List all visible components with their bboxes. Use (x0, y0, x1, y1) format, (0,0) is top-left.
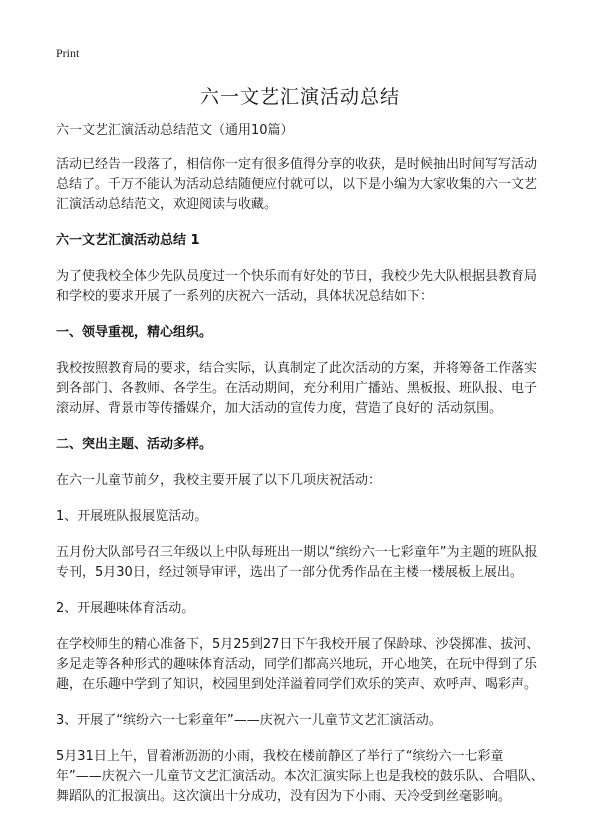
heading-leadership: 一、领导重视，精心组织。 (56, 325, 213, 340)
activity-item-2-detail: 在学校师生的精心准备下，5月25到27日下午我校开展了保龄球、沙袋掷准、拔河、多足走等各种形式的趣味体育活动，同学们都高兴地玩，开心地笑，在玩中得到了乐趣，在乐趣中学到了知识，校园里到处洋溢着同学们欢乐的笑声、欢呼声、喝彩声。 (56, 637, 540, 692)
document-subtitle: 六一文艺汇演活动总结范文（通用10篇） (56, 123, 294, 138)
activity-item-2: 2、开展趣味体育活动。 (56, 601, 195, 616)
intro-paragraph: 活动已经告一段落了，相信你一定有很多值得分享的收获，是时候抽出时间写写活动总结了。千万不能认为活动总结随便应付就可以，以下是小编为大家收集的六一文艺汇演活动总结范文，欢迎阅读与收藏。 (56, 157, 538, 212)
document-body (56, 121, 548, 823)
document-title: 六一文艺汇演活动总结 (199, 86, 400, 108)
section-intro-paragraph: 为了使我校全体少先队员度过一个快乐而有好处的节日，我校少先大队根据县教育局和学校的要求开展了一系列的庆祝六一活动，具体状况总结如下： (56, 269, 538, 304)
section-title: 六一文艺汇演活动总结 1 (56, 233, 200, 248)
heading-activities: 二、突出主题、活动多样。 (56, 437, 213, 452)
activity-item-1-detail: 五月份大队部号召三年级以上中队每班出一期以“缤纷六一七彩童年”为主题的班队报专刊，5月30日，经过领导审评，选出了一部分优秀作品在主楼一楼展板上展出。 (56, 545, 538, 580)
activity-item-3-detail: 5月31日上午，冒着淅沥沥的小雨，我校在楼前静区了举行了“缤纷六一七彩童年”——庆祝六一儿童节文艺汇演活动。本次汇演实际上也是我校的鼓乐队、合唱队、舞蹈队的汇报演出。这次演出十分成功，没有因为下小雨、天冷受到丝毫影响。 (56, 749, 544, 804)
activities-intro-paragraph: 在六一儿童节前夕，我校主要开展了以下几项庆祝活动： (56, 473, 382, 488)
activity-item-3: 3、开展了“缤纷六一七彩童年”——庆祝六一儿童节文艺汇演活动。 (56, 713, 442, 728)
print-label: Print (56, 46, 80, 60)
activity-item-1: 1、开展班队报展览活动。 (56, 509, 208, 524)
leadership-paragraph: 我校按照教育局的要求，结合实际，认真制定了此次活动的方案，并将筹备工作落实到各部门、各教师、各学生。在活动期间，充分利用广播站、黑板报、班队报、电子滚动屏、背景市等传播媒介，加大活动的宣传力度，营造了良好的 活动氛围。 (56, 361, 538, 416)
